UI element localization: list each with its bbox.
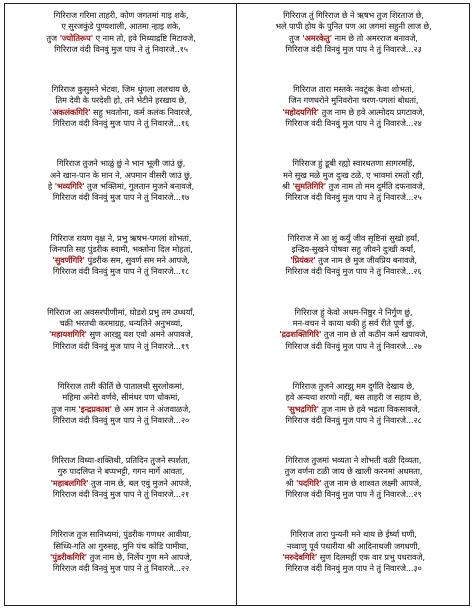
line-suffix: नाम छे तो अमरराज बनावजे, (332, 32, 418, 43)
mountain-name: 'महोदयगिरि' (282, 106, 320, 117)
verse-line (241, 329, 466, 340)
verse-line: जिन गणधरोने मुनिवरोना चरण-पगलां बोधतां, (288, 95, 419, 106)
verse-line: गिरिराज रायण वृक्ष ने, प्रभु ऋषभ-पगलां शोभतां, (50, 232, 192, 243)
verse-line: गिरिराज वंदी विनवुं मुज पाप ने तुं निवारजे...२४ (285, 118, 422, 129)
mountain-name: 'अकलंकगिरि' (49, 106, 91, 117)
line-suffix: छे अम ज्ञान ने अंजवाळजे, (112, 403, 191, 414)
verse (9, 156, 233, 230)
verse-line: तिम देवी के परदेशी हो, तने भेटीने हरखाय छे, (55, 95, 187, 106)
verse-line: गिरिराज तारी कीर्ति छे पातालथी सुरलोकमां, (57, 380, 185, 391)
line-suffix: सुण आरझु यश एवो अमने अपावजे, (86, 329, 194, 340)
verse-line: ए सुरजकुंडे पुण्यशाली, आतमा न्हाइ शके, (61, 21, 181, 32)
mountain-name: 'पुंडरीकगिरि' (49, 551, 88, 562)
line-prefix: तुज (289, 32, 303, 43)
verse-line: गिरिराज वंदी विनवुं मुज पाप ने तुं निवारजे...२८ (285, 414, 422, 425)
verse-line: भले पापी होय के पुनित पण आ जगमां सहुनी लाज छे, (275, 21, 432, 32)
verse-line (9, 404, 233, 415)
verse-line: सिध्धि-गति आ गुरुसह, मुनि पंच कोडि पामीया, (53, 540, 189, 551)
mountain-name: 'महायशगिरि' (48, 329, 87, 340)
verse-line (241, 181, 466, 192)
line-suffix: तुज नाम छे शाश्वत लक्ष्मी आपजे, (321, 477, 422, 488)
verse-line: गिरिराज हुं केवो अधम-निष्ठुर ने निर्गुण छुं, (294, 306, 413, 317)
mountain-name: 'इन्द्रप्रकाश' (78, 403, 113, 414)
verse-line: गिरिराज वंदी विनवुं मुज पाप ने तुं निवारजे...१८ (52, 266, 190, 277)
verse-line: गिरिराज तुजमां भव्यता ने शोभती वळी दिव्यता, (285, 455, 422, 466)
verse-line: गिरिराज वंदी विनवुं मुज पाप ने तुं निवारजे...३० (285, 563, 422, 574)
verse-line: गिरिराज विध्या-शक्तिथी, प्रतिदिन तुजने स्पर्शता, (51, 455, 191, 466)
verse-line: गिरिराज तुं गिरिराज छे ने ऋषभ तुज शिरताज छे, (283, 10, 424, 20)
mountain-name: 'प्रियंकर' (290, 255, 316, 266)
line-prefix: तुज नाम (51, 403, 79, 414)
verse-line: मन-वचन ने काया थकी हुं सर्व रीते पूर्ण छुं, (292, 318, 415, 329)
verse-line: गिरिराज वंदी विनवुं मुज पाप ने तुं निवारजे...१९ (52, 340, 190, 351)
line-suffix: तुज नाम छे, बल एवुं मुजने आपजे, (88, 477, 192, 488)
verse-line: गिरिराज वंदी विनवुं मुज पाप ने तुं निवारजे...२६ (285, 266, 422, 277)
verse-line: गिरिराज तुजने भाळुं छुं ने भान भूली जाउं छुं, (56, 158, 186, 169)
verse-line: गिरिराज वंदी विनवुं मुज पाप ने तुं निवारजे...२२ (52, 563, 190, 574)
verse (241, 379, 466, 453)
verse-line: गिरिराज वंदी विनवुं मुज पाप ने तुं निवारजे...२३ (285, 43, 422, 54)
verse-line (9, 181, 233, 192)
verse (241, 8, 466, 82)
verse-line: तुज वर्णना टळी जाय छे खाली करनमां अधमता, (284, 466, 423, 477)
verse-line (241, 404, 466, 415)
verse-line: गिरिराज वंदी विनवुं मुज पाप ने तुं निवारजे...१७ (52, 192, 190, 203)
mountain-name: 'अमरकेतु' (302, 32, 332, 43)
verse-line: गिरिराज गरिमा ताहरी, कोण जगतमां गाइ शके, (53, 10, 189, 20)
verse (241, 82, 466, 156)
verse-line (241, 107, 466, 118)
verse-line (9, 255, 233, 266)
verse-line (9, 478, 233, 489)
verse-line (9, 107, 233, 118)
verse-line: गुरु पादलिप्त ने बप्पभट्टी, गगन मार्गे आवता, (57, 466, 185, 477)
line-suffix: पुंडरीक सम, सुवर्ण सम मने आपजे, (84, 255, 190, 266)
line-suffix: तुज नाम छे हवे आत्मोदय प्रगटावजे, (319, 106, 425, 117)
mountain-name: 'भव्यगिरि' (54, 180, 85, 191)
verse (9, 82, 233, 156)
line-suffix: तुज नाम छे, निर्लेप गुण मने आपजे, (87, 551, 193, 562)
verse (241, 156, 466, 230)
verse-line (9, 329, 233, 340)
verse (9, 453, 233, 527)
mountain-name: 'सुवर्णगिरि' (52, 255, 85, 266)
line-prefix: हे (47, 180, 55, 191)
line-prefix: तुज (46, 32, 60, 43)
verse-line: गिरिराज तुजने आरझु मम दुर्गति देखाय छे, (292, 380, 415, 391)
verse (9, 527, 233, 601)
verse-line: जिनपति सह पुंडरीक स्वामी, भक्तोना दिल मोहतां, (49, 243, 193, 254)
left-column (5, 4, 237, 605)
line-suffix: तुज नाम छे हवे भद्रता विकसावजे, (319, 403, 421, 414)
verse-line: गिरिराज तुज सानिध्यमां, पुंडरीक गणधर आवीया, (50, 529, 192, 540)
verse-line (241, 478, 466, 489)
verse-line (241, 255, 466, 266)
verse-line: गिरिराज वंदी विनवुं मुज पाप ने तुं निवारजे...२५ (285, 192, 422, 203)
verse-line: गिरिराज वंदी विनवुं मुज पाप ने तुं निवारजे...२९ (285, 489, 422, 500)
verse-line: गिरिराज वंदी विनवुं मुज पाप ने तुं निवारजे..१५ (54, 43, 188, 54)
verse-line: चक्री भरतथी करमाग्रह, धन्यतिने अनुभव्यां, (59, 318, 183, 329)
verse-line: गिरिराज हुं डूबी रह्यो स्वारथतणा सागरमहिं, (292, 158, 415, 169)
mountain-name: 'सुमतिगिरि' (292, 180, 327, 191)
verse (9, 231, 233, 305)
mountain-name: 'द्रढशक्तिगिरि' (279, 329, 322, 340)
verse-line: गिरिराज वंदी विनवुं मुज पाप ने तुं निवारजे...२० (52, 414, 190, 425)
line-prefix: श्री (285, 477, 296, 488)
verse (9, 379, 233, 453)
verse (9, 305, 233, 379)
verse-line: गिरिराज तारा मस्तके नवटूंक केवा शोभतां, (293, 84, 414, 95)
line-suffix: तुज नाम छे मुज जीवप्रिय बनावजे, (315, 255, 417, 266)
verse-line: महिमा अनेरो वर्णवे, सीमंधर पण धोकमां, (62, 392, 180, 403)
mountain-name: 'महाबलगिरि' (50, 477, 89, 488)
verse-line: हवे अन्यथा शरणो नहीं, बस ताहरी ज सहाय छे, (285, 392, 422, 403)
line-suffix: तुज भक्तिमां, गुलतान मुजने बनावजे, (84, 180, 195, 191)
line-prefix: श्री (282, 180, 293, 191)
verse-line: इन्द्रिय-सुखने पोषवा सहु जीवने दुःखी कर्यां, (291, 243, 416, 254)
verse (241, 305, 466, 379)
line-suffix: तुज नाम छे तो कठीन कर्म खपावजे, (321, 329, 428, 340)
right-column (237, 4, 469, 605)
verse-line (241, 552, 466, 563)
line-suffix: ए नाम तो, हवे मिथ्याद्रष्टि मिटावजे, (93, 32, 196, 43)
verse-line (241, 33, 466, 44)
mountain-name: 'ज्योतिरूप' (59, 32, 94, 43)
verse-line: गिरिराज कुसुमने भेटवा, जिम धुंगला ललचाय छे, (51, 84, 191, 95)
verse-line: अने खान-पान के मान ने, अपमान वीसरी जाउं छुं, (49, 169, 193, 180)
verse-line: गिरिराज वंदी विनवुं मुज पाप ने तुं निवारजे...१६ (52, 118, 190, 129)
verse-line (9, 33, 233, 44)
line-suffix: सुण दिलमहीं एक वार प्रभु पधरावजे, (317, 551, 425, 562)
verse-line: गिरिराज तारा पुन्यनी मने थाय छे ईर्ष्या घणी, (290, 529, 417, 540)
mountain-name: 'पदगिरि' (295, 477, 322, 488)
verse (9, 8, 233, 82)
verse (241, 453, 466, 527)
stanza-page (4, 3, 470, 606)
verse (241, 527, 466, 601)
verse-line: गिरिराज वंदी विनवुं मुज पाप ने तुं निवारजे...२७ (285, 340, 422, 351)
verse-line: नव्वाणु पूर्व पधारीया श्री आदिनाथजी जगधणी, (286, 540, 421, 551)
verse-line: गिरिराज में आ शुं कर्युं जीव सृष्टिनां सुखो हर्यां, (287, 232, 420, 243)
verse-line: गिरिराज वंदी विनवुं मुज पाप ने तुं निवारजे...२१ (52, 489, 190, 500)
verse-line: मने सुख मळे मुज दुःख टळे, ए भावमां रमतो रही, (282, 169, 425, 180)
line-suffix: तुज नाम तो मम दुर्मति दफनावजे, (326, 180, 425, 191)
mountain-name: 'मरुदेवगिरि' (282, 551, 318, 562)
line-suffix: सहु भवतोना, कर्म कलंक निवारजे, (90, 106, 193, 117)
verse-line (9, 552, 233, 563)
verse-line: गिरिराज आ अवसरपीणीमां, घोडशे प्रभु तम उध्धर्यां, (47, 306, 195, 317)
mountain-name: 'सुभद्रगिरि' (286, 403, 320, 414)
verse (241, 231, 466, 305)
